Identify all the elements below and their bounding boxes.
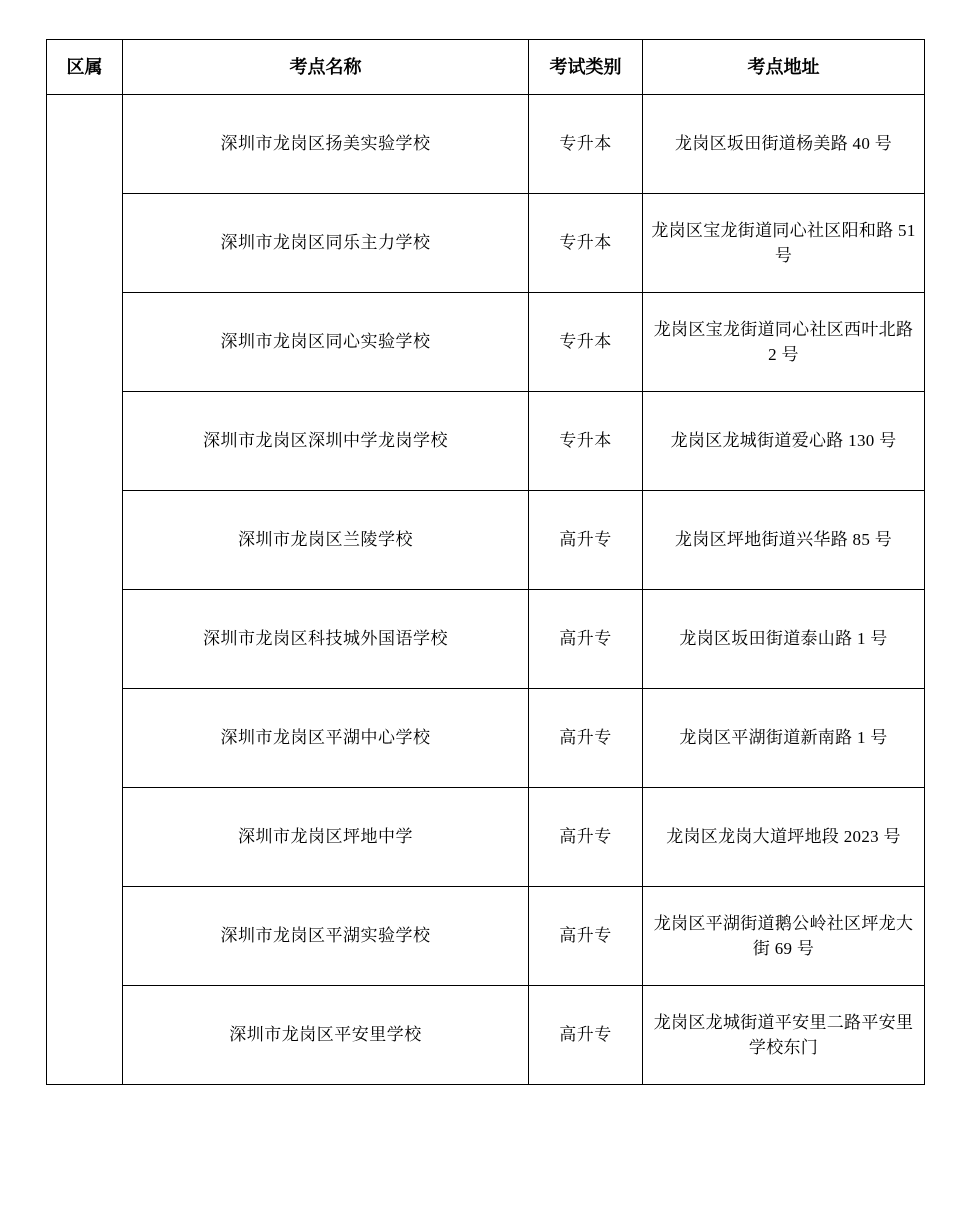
- cell-site-address: 龙岗区坂田街道泰山路 1 号: [643, 590, 925, 689]
- table-body: [47, 95, 925, 1085]
- cell-site-address: 龙岗区平湖街道鹅公岭社区坪龙大街 69 号: [643, 887, 925, 986]
- table-row: [47, 590, 925, 689]
- cell-site-address: 龙岗区宝龙街道同心社区西叶北路 2 号: [643, 293, 925, 392]
- cell-site-name: 深圳市龙岗区兰陵学校: [123, 491, 529, 590]
- cell-exam-type: 高升专: [529, 590, 643, 689]
- header-site-address: 考点地址: [643, 40, 925, 95]
- cell-exam-type: 专升本: [529, 293, 643, 392]
- cell-site-address: 龙岗区宝龙街道同心社区阳和路 51 号: [643, 194, 925, 293]
- table-row: [47, 95, 925, 194]
- cell-exam-type: 专升本: [529, 95, 643, 194]
- table-row: [47, 689, 925, 788]
- cell-site-name: 深圳市龙岗区坪地中学: [123, 788, 529, 887]
- cell-site-name: 深圳市龙岗区平湖中心学校: [123, 689, 529, 788]
- cell-site-name: 深圳市龙岗区科技城外国语学校: [123, 590, 529, 689]
- table-header-row: [47, 40, 925, 95]
- exam-sites-table: [46, 39, 925, 1085]
- table-row: [47, 491, 925, 590]
- exam-sites-table-container: [46, 39, 924, 1085]
- cell-site-name: 深圳市龙岗区平安里学校: [123, 986, 529, 1085]
- cell-exam-type: 高升专: [529, 788, 643, 887]
- cell-site-name: 深圳市龙岗区同心实验学校: [123, 293, 529, 392]
- cell-site-name: 深圳市龙岗区同乐主力学校: [123, 194, 529, 293]
- cell-site-name: 深圳市龙岗区扬美实验学校: [123, 95, 529, 194]
- cell-site-address: 龙岗区龙城街道爱心路 130 号: [643, 392, 925, 491]
- table-header: [47, 40, 925, 95]
- cell-exam-type: 高升专: [529, 689, 643, 788]
- table-row: [47, 887, 925, 986]
- cell-site-address: 龙岗区平湖街道新南路 1 号: [643, 689, 925, 788]
- cell-site-address: 龙岗区龙岗大道坪地段 2023 号: [643, 788, 925, 887]
- table-row: [47, 986, 925, 1085]
- cell-exam-type: 专升本: [529, 392, 643, 491]
- cell-site-address: 龙岗区坪地街道兴华路 85 号: [643, 491, 925, 590]
- header-site-name: 考点名称: [123, 40, 529, 95]
- table-row: [47, 194, 925, 293]
- table-row: [47, 293, 925, 392]
- cell-site-address: 龙岗区坂田街道杨美路 40 号: [643, 95, 925, 194]
- cell-exam-type: 高升专: [529, 986, 643, 1085]
- header-exam-type: 考试类别: [529, 40, 643, 95]
- header-district: 区属: [47, 40, 123, 95]
- table-row: [47, 788, 925, 887]
- cell-exam-type: 专升本: [529, 194, 643, 293]
- cell-exam-type: 高升专: [529, 491, 643, 590]
- cell-district: [47, 95, 123, 1085]
- cell-site-name: 深圳市龙岗区平湖实验学校: [123, 887, 529, 986]
- cell-site-address: 龙岗区龙城街道平安里二路平安里学校东门: [643, 986, 925, 1085]
- cell-site-name: 深圳市龙岗区深圳中学龙岗学校: [123, 392, 529, 491]
- table-row: [47, 392, 925, 491]
- cell-exam-type: 高升专: [529, 887, 643, 986]
